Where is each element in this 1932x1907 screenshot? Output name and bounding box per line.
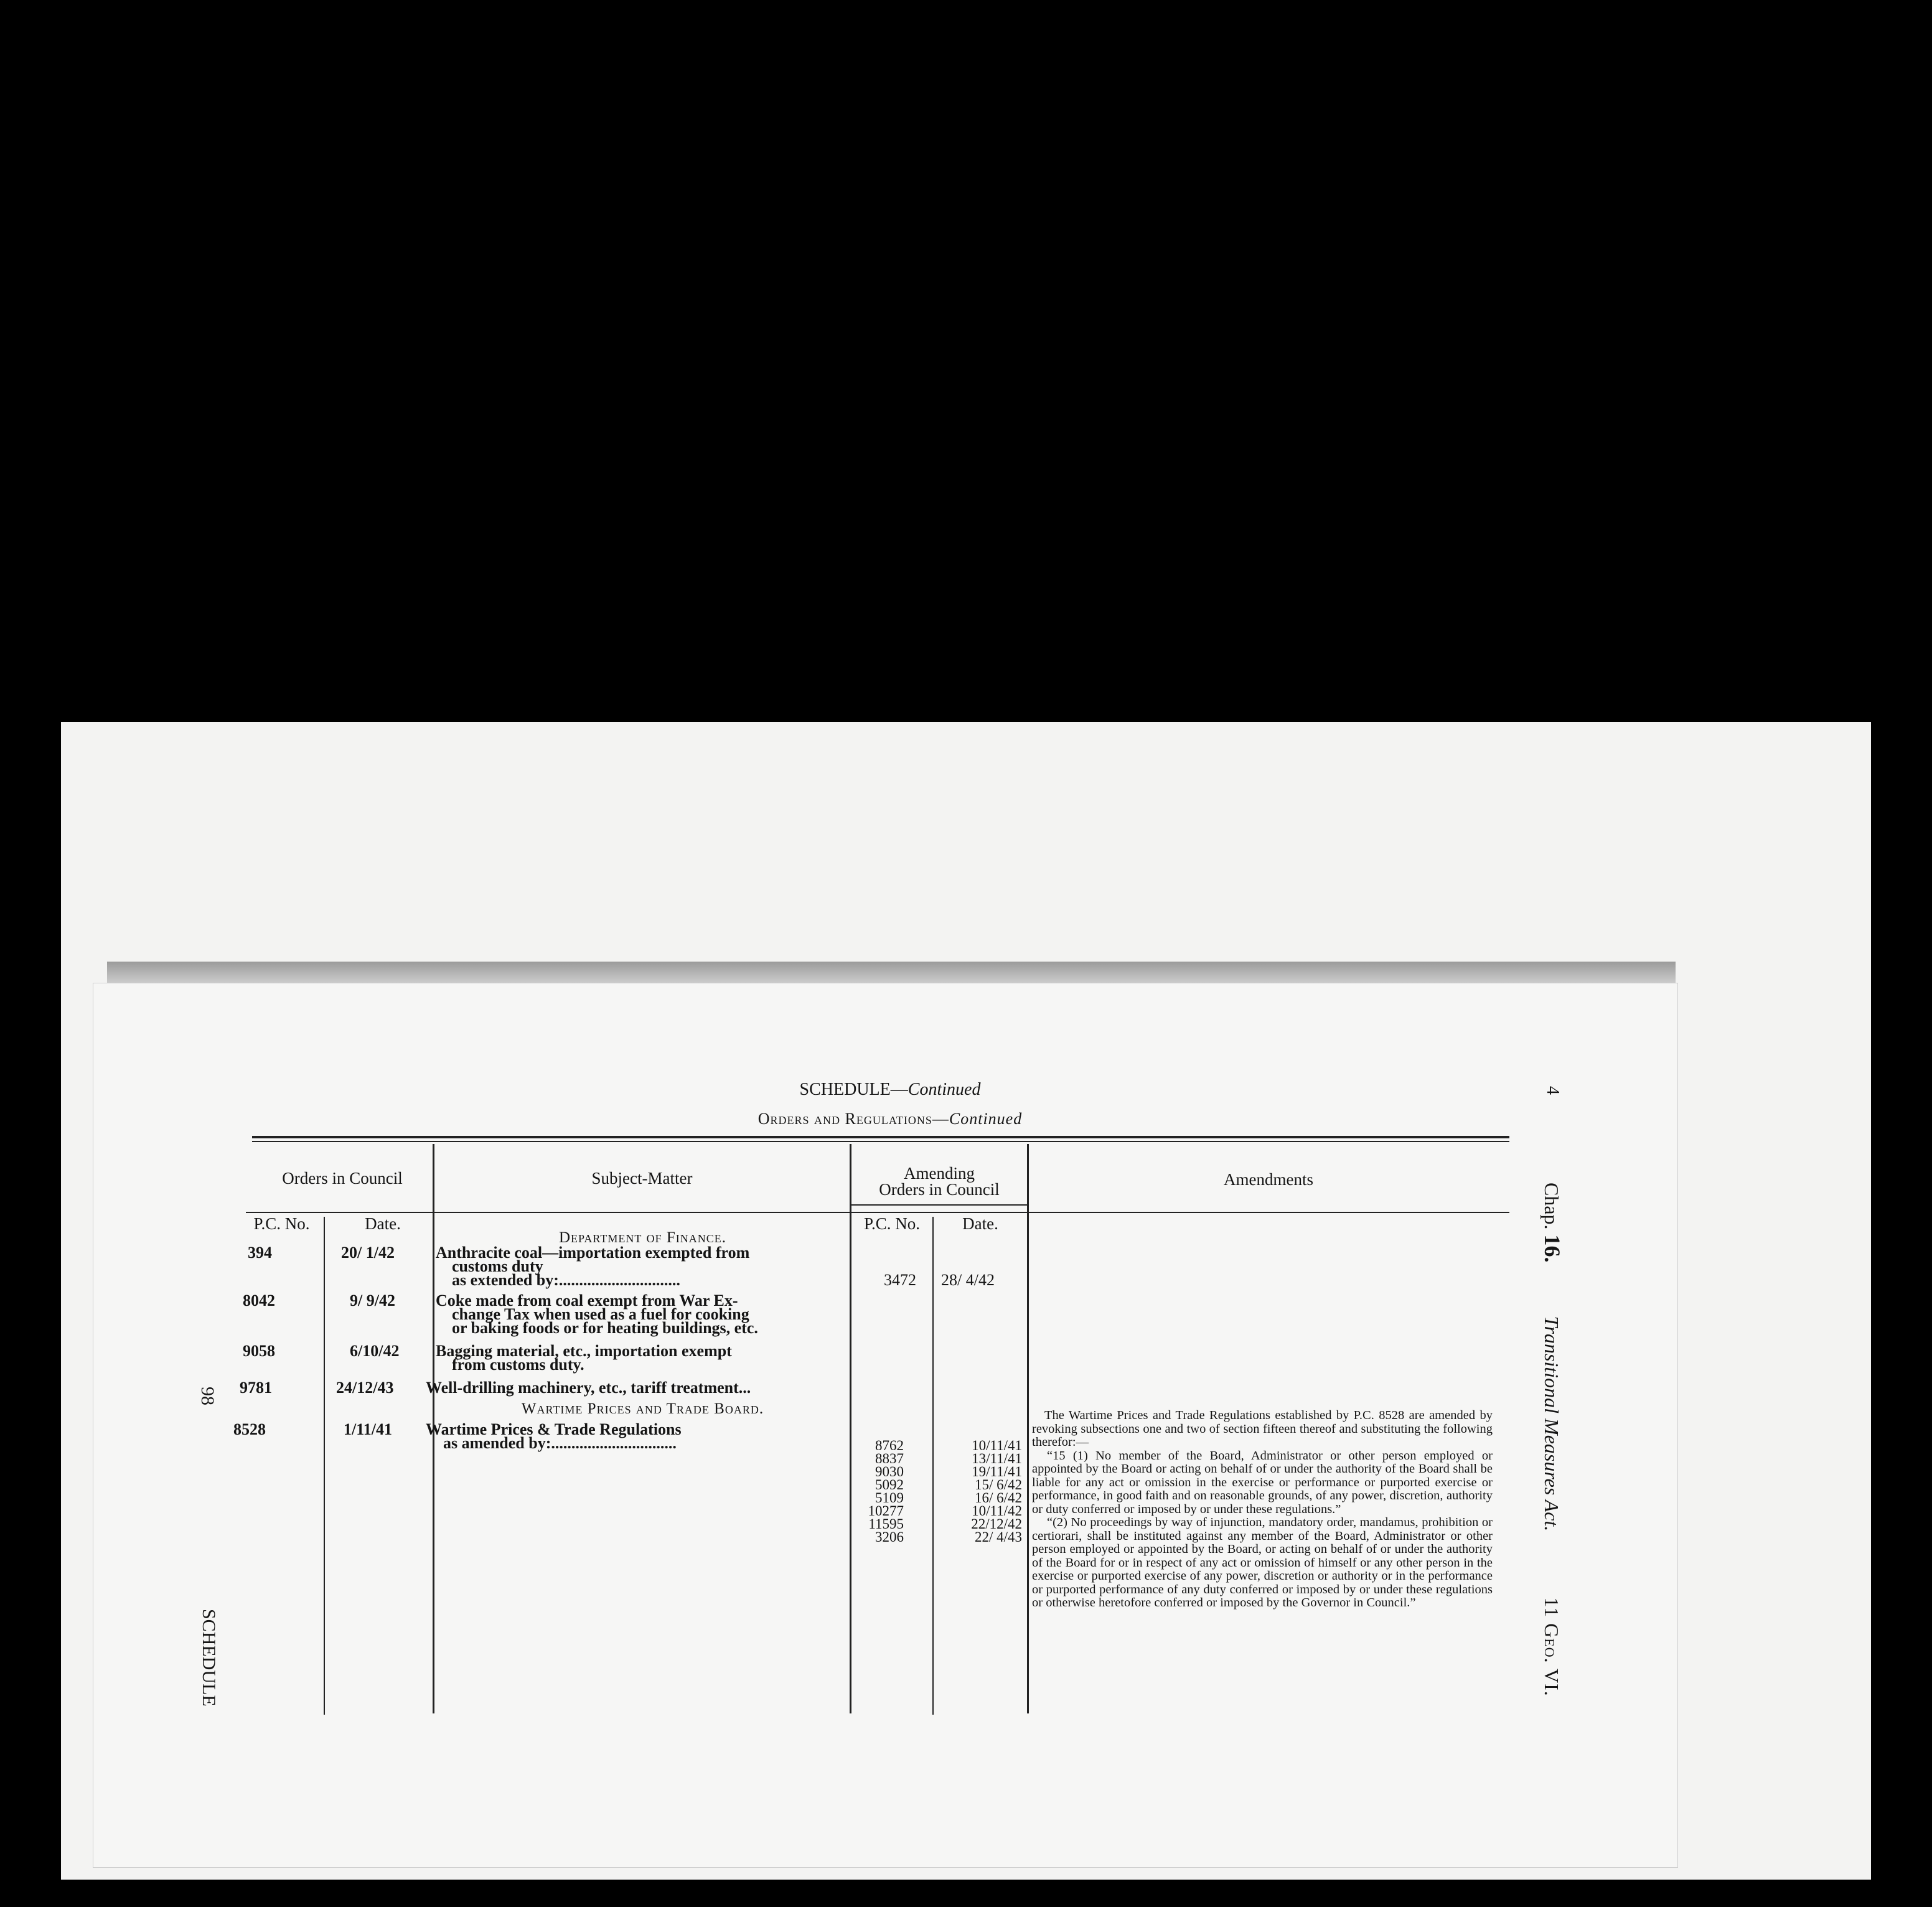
chap-number: 16. — [1540, 1234, 1565, 1263]
chap-label: Chap. — [1540, 1183, 1563, 1230]
table-row-subject-8042-line1: Coke made from coal exempt from War Ex- — [436, 1291, 738, 1310]
amending-list-date: 22/ 4/43 — [974, 1529, 1022, 1545]
subheader-pc-no: P.C. No. — [253, 1214, 310, 1233]
header-amendments: Amendments — [1224, 1170, 1313, 1189]
amending-pc-3472: 3472 — [884, 1271, 916, 1289]
header-subject-matter: Subject-Matter — [591, 1169, 693, 1188]
amending-list-pc: 8762 — [875, 1438, 904, 1453]
folio-number: 98 — [197, 1387, 218, 1405]
table-row-date-9058: 6/10/42 — [350, 1342, 400, 1360]
table-row-subject-394-line2: customs duty — [452, 1257, 543, 1275]
table-row-subject-9058-line2: from customs duty. — [452, 1356, 584, 1374]
table-row-subject-8528-line1: Wartime Prices & Trade Regulations — [426, 1420, 682, 1438]
header-amending: Amending — [904, 1164, 975, 1183]
col-divider-pc-date — [324, 1217, 325, 1715]
dot-leader: .............................. — [558, 1271, 680, 1289]
amendments-paragraph-2: “15 (1) No member of the Board, Administrator or other person employed or appointed by the Board or acting on behalf of or under the authority of the Board shall be liable for any act or omission in the exercise or performance or purported exercise or performance, in good faith and on reasonable grounds, of any power, discretion, authority or duty conferred or imposed by or under these regulations.” — [1032, 1448, 1493, 1516]
table-row-subject-9058-line1: Bagging material, etc., importation exempt — [436, 1342, 732, 1360]
dot-leader: ............................... — [551, 1434, 677, 1452]
col-divider-amend-pc-date — [932, 1217, 934, 1715]
running-head-right — [1539, 1183, 1565, 1697]
table-row-date-8042: 9/ 9/42 — [350, 1291, 395, 1310]
subject-394-extended: as extended by: — [452, 1271, 559, 1289]
subtitle-main: Orders and Regulations— — [757, 1110, 949, 1128]
subject-8528-amended: as amended by: — [443, 1434, 551, 1452]
amending-list-pc: 3206 — [875, 1529, 904, 1545]
table-row-date-9781: 24/12/43 — [336, 1379, 394, 1397]
col-divider-3 — [1027, 1144, 1029, 1713]
table-row-subject-8528-line2 — [443, 1436, 677, 1450]
amendments-paragraph-3: “(2) No proceedings by way of injunction, mandatory order, mandamus, prohibition or certiorari, shall be instituted against any member of the Board, Administrator or other person employed or appointed by the Board, or acting on behalf of or under the authority of the Board for or in respect of any act or omission of himself or any other person in the exercise or purported exercise of any power, discretion or authority or in the performance or purported performance of any duty conferred or imposed by or under these regulations or otherwise heretofore conferred or imposed by the Governor in Council.” — [1032, 1516, 1493, 1609]
table-row-pc-9058: 9058 — [243, 1342, 275, 1360]
table-header-rule — [246, 1212, 1509, 1213]
table-row-subject-394-line1: Anthracite coal—importation exempted from — [436, 1244, 750, 1262]
table-row-subject-394-line3 — [452, 1273, 680, 1287]
amending-list-date: 19/11/41 — [972, 1464, 1022, 1479]
table-row-pc-8528: 8528 — [233, 1420, 266, 1438]
table-row-pc-394: 394 — [248, 1244, 272, 1262]
page-number: 4 — [1543, 1086, 1562, 1095]
table-row-subject-9781: Well-drilling machinery, etc., tariff treatment... — [426, 1379, 751, 1397]
amending-list-pc: 11595 — [868, 1516, 904, 1532]
amending-date-3472: 28/ 4/42 — [941, 1271, 995, 1289]
act-title: Transitional Measures Act. — [1540, 1316, 1563, 1532]
table-row-subject-8042-line3: or baking foods or for heating buildings, etc. — [452, 1319, 758, 1337]
amending-list-pc: 8837 — [875, 1451, 904, 1466]
amending-list-date: 15/ 6/42 — [974, 1477, 1022, 1492]
running-head-left: SCHEDULE — [199, 1609, 219, 1707]
page-fold-shadow — [107, 962, 1676, 986]
amending-list-date: 10/11/42 — [972, 1503, 1022, 1519]
table-top-rule — [252, 1136, 1509, 1138]
amending-list-pc: 5109 — [875, 1490, 904, 1506]
amending-header-rule — [851, 1204, 1027, 1206]
header-orders-in-council: Orders in Council — [282, 1169, 403, 1188]
amending-list-date: 13/11/41 — [972, 1451, 1022, 1466]
table-row-pc-8042: 8042 — [243, 1291, 275, 1310]
amending-list-date: 22/12/42 — [971, 1516, 1022, 1532]
subheader-amending-pc-no: P.C. No. — [863, 1214, 921, 1233]
amending-list-date: 16/ 6/42 — [974, 1490, 1022, 1506]
amending-list-pc: 10277 — [868, 1503, 904, 1519]
amendments-paragraph-1: The Wartime Prices and Trade Regulations established by P.C. 8528 are amended by revoking subsections one and two of section fifteen thereof and substituting the following therefor:— — [1032, 1408, 1493, 1449]
amending-list-pc: 9030 — [875, 1464, 904, 1479]
subheader-amending-date: Date. — [962, 1214, 998, 1233]
regnal-year: 11 Geo. VI. — [1540, 1597, 1563, 1697]
amending-list-pcs — [848, 1439, 904, 1544]
table-row-subject-8042-line2: change Tax when used as a fuel for cooking — [452, 1305, 749, 1323]
section-wartime-prices-board: Wartime Prices and Trade Board. — [521, 1400, 764, 1417]
amending-list-dates — [938, 1439, 1022, 1544]
header-amending-orders: Orders in Council — [879, 1180, 1000, 1199]
amendments-text — [1032, 1409, 1493, 1610]
section-department-of-finance: Department of Finance. — [559, 1229, 726, 1246]
schedule-title — [685, 1080, 1095, 1100]
amending-list-pc: 5092 — [875, 1477, 904, 1492]
schedule-title-continued: Continued — [907, 1080, 981, 1099]
subtitle — [654, 1110, 1127, 1128]
schedule-title-main: SCHEDULE— — [799, 1080, 908, 1099]
subtitle-continued: Continued — [949, 1110, 1023, 1128]
table-row-date-394: 20/ 1/42 — [341, 1244, 395, 1262]
subheader-date: Date. — [365, 1214, 401, 1233]
table-row-pc-9781: 9781 — [240, 1379, 272, 1397]
amending-list-date: 10/11/41 — [972, 1438, 1022, 1453]
table-top-rule-2 — [252, 1141, 1509, 1142]
table-row-date-8528: 1/11/41 — [344, 1420, 393, 1438]
